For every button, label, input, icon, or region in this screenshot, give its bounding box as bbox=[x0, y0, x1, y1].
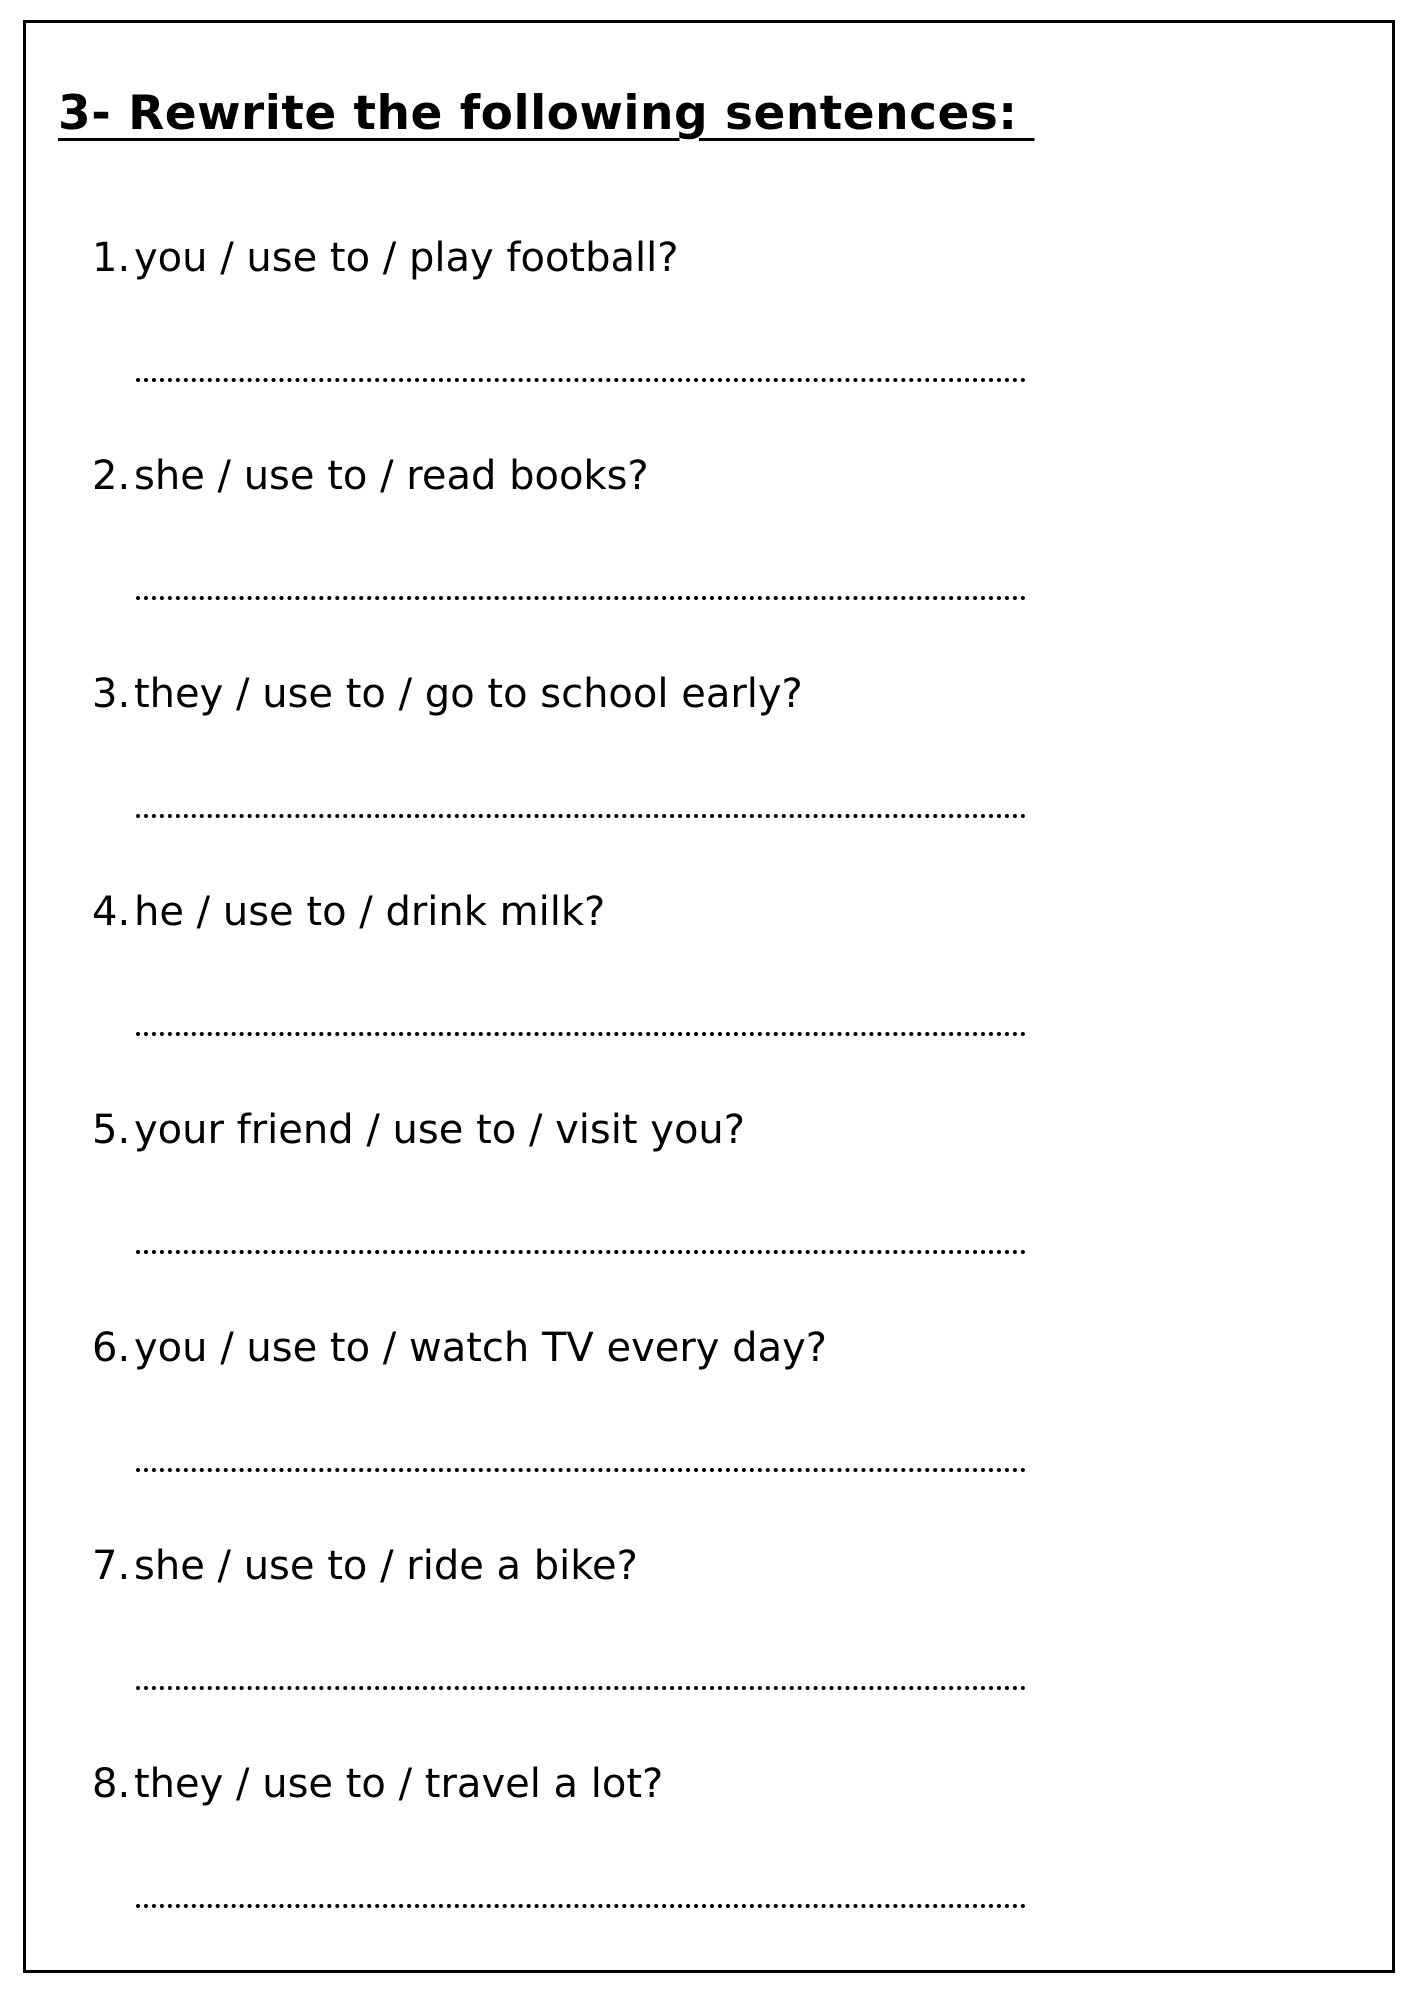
question-text: you / use to / watch TV every day? bbox=[134, 1325, 827, 1371]
question-number: 2. bbox=[92, 453, 131, 499]
answer-line-1[interactable] bbox=[136, 378, 1026, 382]
question-1 bbox=[92, 230, 678, 286]
question-number: 7. bbox=[92, 1543, 131, 1589]
question-number: 3. bbox=[92, 671, 131, 717]
question-3 bbox=[92, 666, 803, 722]
question-text: she / use to / read books? bbox=[134, 453, 649, 499]
answer-line-7[interactable] bbox=[136, 1686, 1026, 1690]
question-number: 5. bbox=[92, 1107, 131, 1153]
answer-line-5[interactable] bbox=[136, 1250, 1026, 1254]
question-5 bbox=[92, 1102, 745, 1158]
worksheet-frame bbox=[23, 20, 1395, 1973]
question-text: they / use to / travel a lot? bbox=[134, 1761, 664, 1807]
question-2 bbox=[92, 448, 649, 504]
answer-line-2[interactable] bbox=[136, 596, 1026, 600]
question-number: 4. bbox=[92, 889, 131, 935]
answer-line-4[interactable] bbox=[136, 1032, 1026, 1036]
question-number: 6. bbox=[92, 1325, 131, 1371]
answer-line-8[interactable] bbox=[136, 1904, 1026, 1908]
question-number: 1. bbox=[92, 235, 131, 281]
question-6 bbox=[92, 1320, 827, 1376]
question-text: they / use to / go to school early? bbox=[134, 671, 803, 717]
worksheet-heading: 3- Rewrite the following sentences: bbox=[58, 86, 1035, 141]
question-text: you / use to / play football? bbox=[134, 235, 679, 281]
question-8 bbox=[92, 1756, 663, 1812]
question-text: she / use to / ride a bike? bbox=[134, 1543, 638, 1589]
question-4 bbox=[92, 884, 605, 940]
answer-line-6[interactable] bbox=[136, 1468, 1026, 1472]
question-7 bbox=[92, 1538, 638, 1594]
question-number: 8. bbox=[92, 1761, 131, 1807]
question-text: he / use to / drink milk? bbox=[134, 889, 606, 935]
answer-line-3[interactable] bbox=[136, 814, 1026, 818]
question-text: your friend / use to / visit you? bbox=[134, 1107, 745, 1153]
